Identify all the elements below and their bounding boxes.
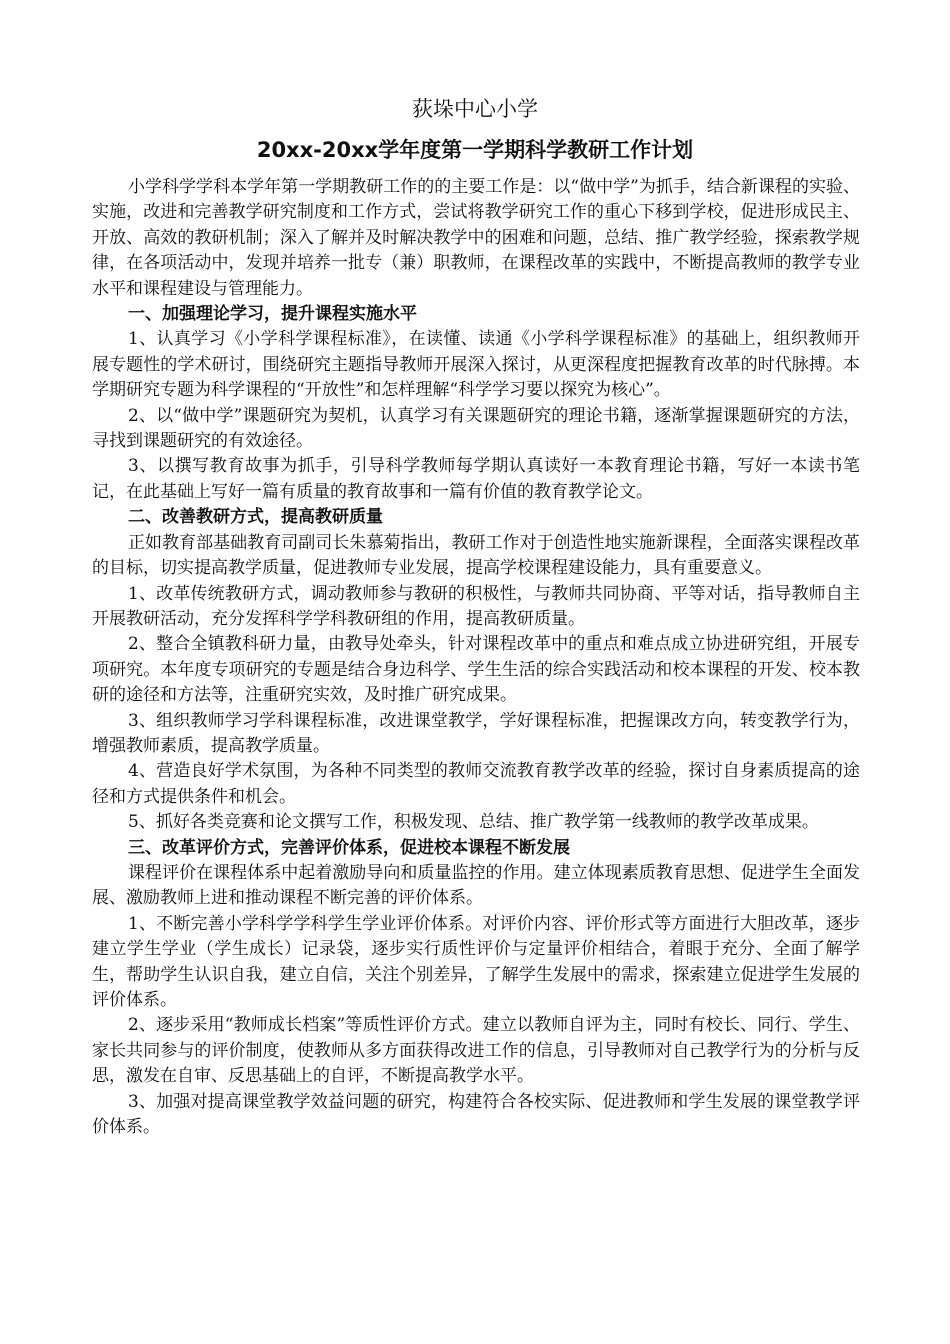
section-heading-3: 三、改革评价方式，完善评价体系，促进校本课程不断发展 — [128, 837, 570, 858]
paragraph: 正如教育部基础教育司副司长朱慕菊指出，教研工作对于创造性地实施新课程，全面落实课程改革的目标，切实提高教学质量，促进教师专业发展，提高学校课程建设能力，具有重要意义。 — [92, 532, 860, 579]
paragraph: 1、认真学习《小学科学课程标准》，在读懂、读通《小学科学课程标准》的基础上，组织教师开展专题性的学术研讨，围绕研究主题指导教师开展深入探讨，从更深程度把握教育改革的时代脉搏。本学期研究专题为科学课程的“开放性”和怎样理解“科学学习要以探究为核心”。 — [92, 329, 860, 401]
paragraph: 1、改革传统教研方式，调动教师参与教研的积极性，与教师共同协商、平等对话，指导教师自主开展教研活动，充分发挥科学学科教研组的作用，提高教研质量。 — [92, 583, 860, 629]
paragraph: 2、以“做中学”课题研究为契机，认真学习有关课题研究的理论书籍，逐渐掌握课题研究的方法，寻找到课题研究的有效途径。 — [92, 405, 860, 452]
paragraph: 1、不断完善小学科学学科学生学业评价体系。对评价内容、评价形式等方面进行大胆改革，逐步建立学生学业（学生成长）记录袋，逐步实行质性评价与定量评价相结合，着眼于充分、全面了解学生，帮助学生认识自我，建立自信，关注个别差异，了解学生发展中的需求，探索建立促进学生发展的评价体系。 — [92, 913, 860, 1010]
paragraph: 4、营造良好学术氛围，为各种不同类型的教师交流教育教学改革的经验，探讨自身素质提高的途径和方式提供条件和机会。 — [92, 761, 860, 807]
school-name: 荻垛中心小学 — [412, 97, 538, 121]
section-heading-2: 二、改善教研方式，提高教研质量 — [128, 507, 383, 528]
section-heading-1: 一、加强理论学习，提升课程实施水平 — [128, 304, 417, 325]
document-title: 20xx-20xx学年度第一学期科学教研工作计划 — [256, 138, 694, 162]
paragraph: 3、加强对提高课堂教学效益问题的研究，构建符合各校实际、促进教师和学生发展的课堂教学评价体系。 — [92, 1091, 860, 1138]
paragraph: 5、抓好各类竞赛和论文撰写工作，积极发现、总结、推广教学第一线教师的教学改革成果。 — [128, 812, 819, 833]
intro-paragraph: 小学科学学科本学年第一学期教研工作的的主要工作是：以“做中学”为抓手，结合新课程的实验、实施，改进和完善教学研究制度和工作方式，尝试将教学研究工作的重心下移到学校，促进形成民主、开放、高效的教研机制；深入了解并及时解决教学中的困难和问题，总结、推广教学经验，探索教学规律，在各项活动中，发现并培养一批专（兼）职教师，在课程改革的实践中，不断提高教师的教学专业水平和课程建设与管理能力。 — [92, 177, 860, 299]
document-body — [92, 175, 860, 1140]
paragraph: 3、组织教师学习学科课程标准，改进课堂教学，学好课程标准，把握课改方向，转变教学行为，增强教师素质，提高教学质量。 — [92, 710, 860, 756]
paragraph: 2、逐步采用“教师成长档案”等质性评价方式。建立以教师自评为主，同时有校长、同行、学生、家长共同参与的评价制度，使教师从多方面获得改进工作的信息，引导教师对自己教学行为的分析与反思，激发在自审、反思基础上的自评，不断提高教学水平。 — [92, 1015, 860, 1087]
paragraph: 课程评价在课程体系中起着激励导向和质量监控的作用。建立体现素质教育思想、促进学生全面发展、激励教师上进和推动课程不断完善的评价体系。 — [92, 862, 860, 909]
paragraph: 3、以撰写教育故事为抓手，引导科学教师每学期认真读好一本教育理论书籍，写好一本读书笔记，在此基础上写好一篇有质量的教育故事和一篇有价值的教育教学论文。 — [92, 456, 860, 502]
paragraph: 2、整合全镇教科研力量，由教导处牵头，针对课程改革中的重点和难点成立协进研究组，开展专项研究。本年度专项研究的专题是结合身边科学、学生生活的综合实践活动和校本课程的开发、校本教研的途径和方法等，注重研究实效，及时推广研究成果。 — [92, 634, 860, 706]
